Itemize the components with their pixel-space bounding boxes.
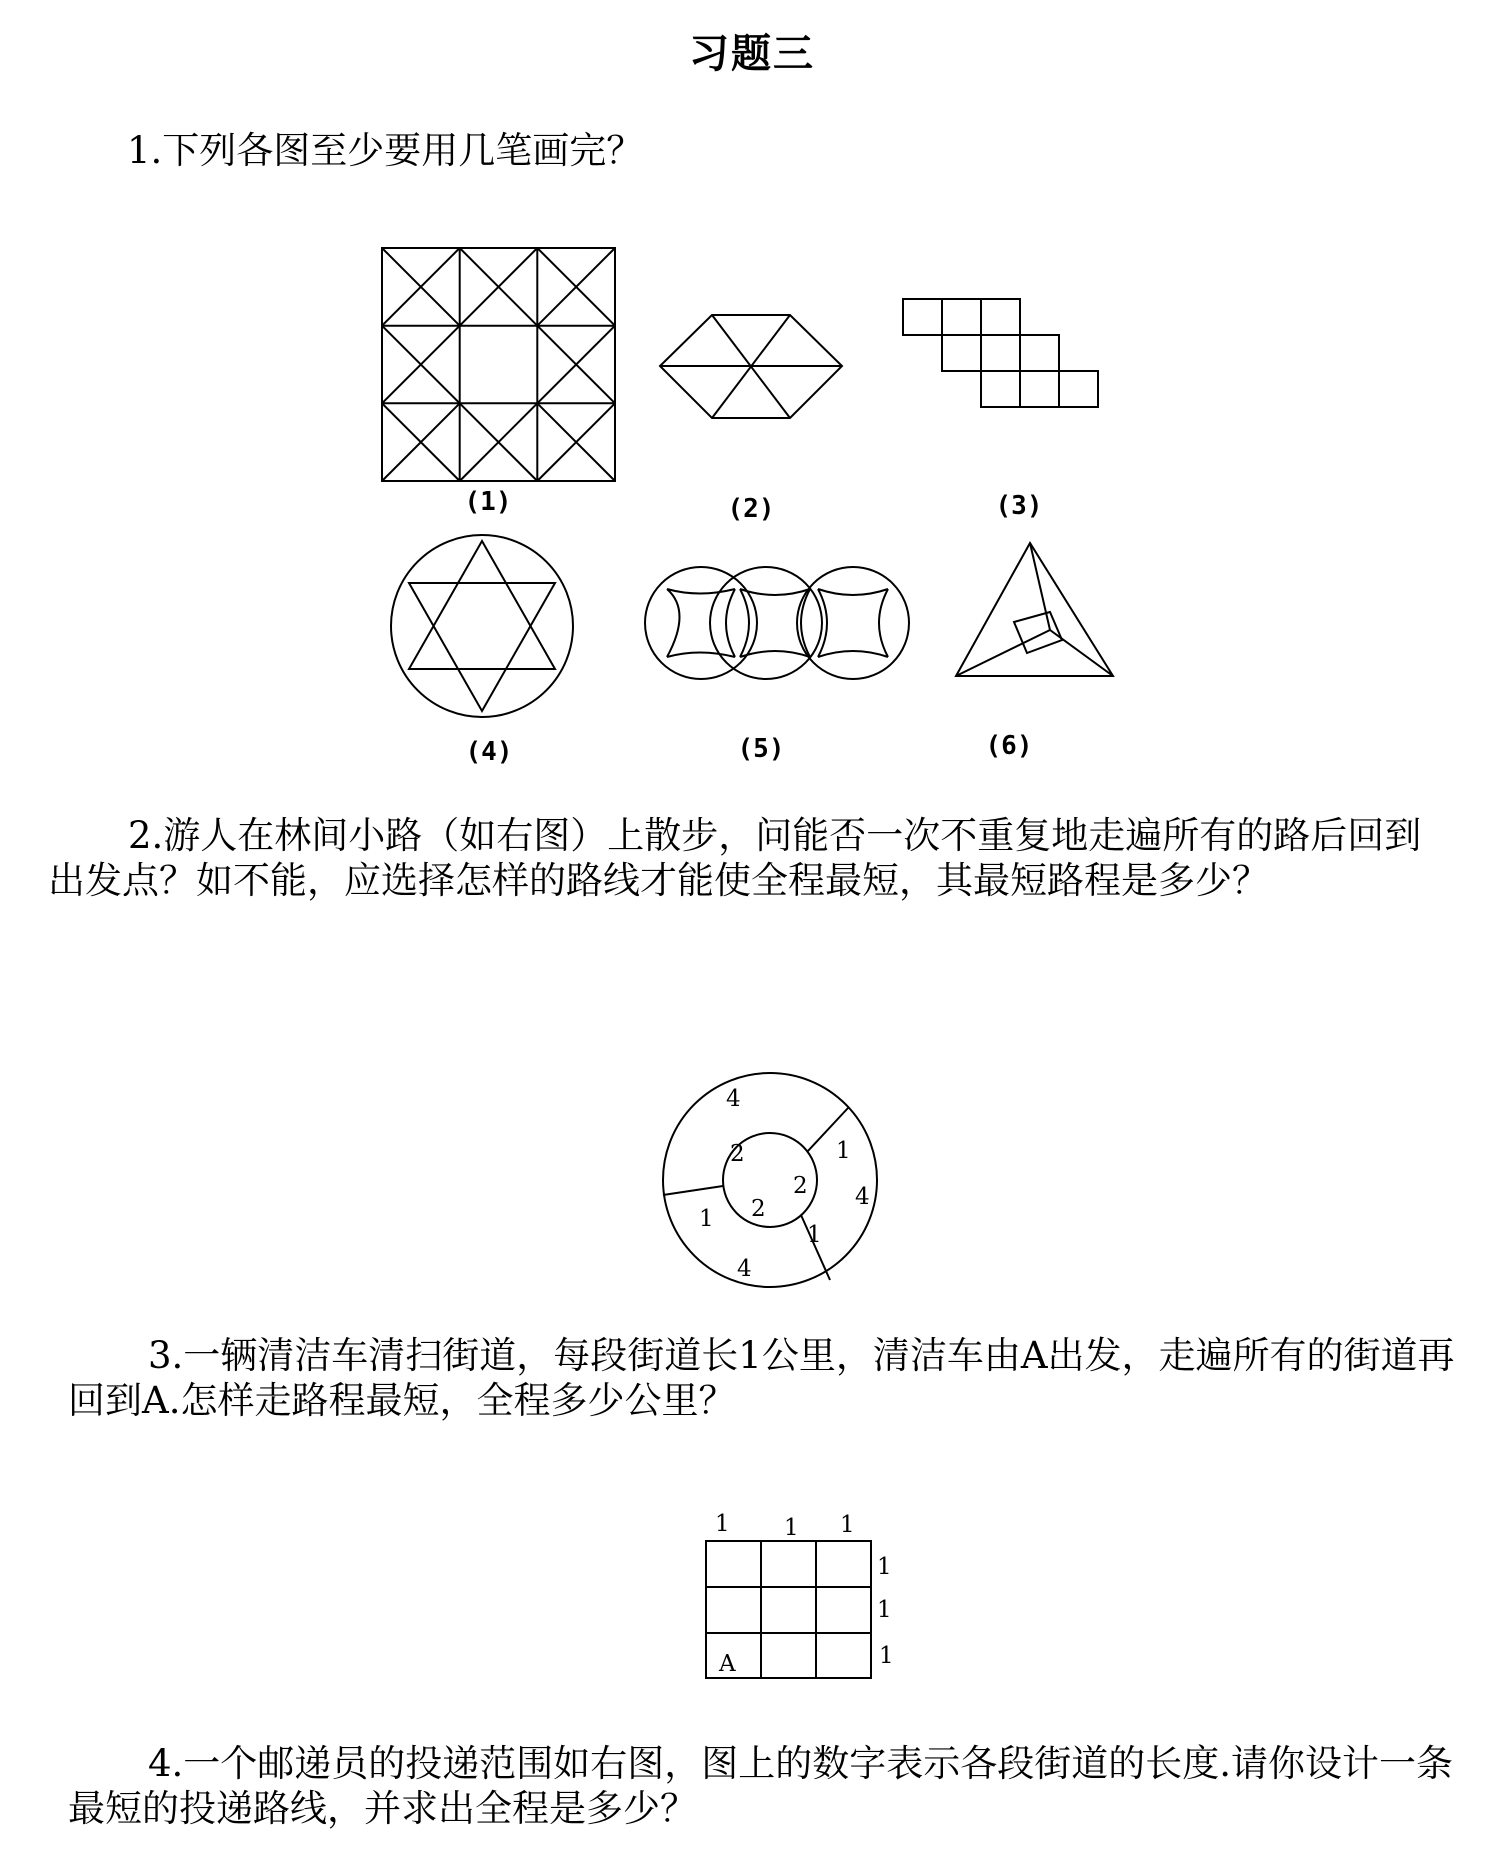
grid-top-label: 1 (840, 1512, 855, 1538)
page-title: 习题三 (689, 30, 815, 77)
grid-top-label: 1 (715, 1511, 730, 1537)
ring-label: 4 (726, 1086, 741, 1112)
caption-2: (2) (727, 494, 775, 524)
caption-3: (3) (995, 491, 1043, 521)
ring-label: 4 (737, 1256, 752, 1282)
grid-right-label: 1 (877, 1597, 892, 1623)
grid-right-label: 1 (877, 1554, 892, 1580)
ring-label: 2 (793, 1173, 808, 1199)
ring-label: 1 (836, 1138, 851, 1164)
caption-6: (6) (985, 731, 1033, 761)
ring-label: 2 (730, 1141, 745, 1167)
caption-5: (5) (737, 734, 785, 764)
ring-label: 2 (751, 1196, 766, 1222)
question-3: 3.一辆清洁车清扫街道，每段街道长1公里，清洁车由A出发，走遍所有的街道再回到A.怎样走路程最短，全程多少公里？ (68, 1334, 1455, 1422)
ring-label: 1 (807, 1222, 822, 1248)
question-1: 1.下列各图至少要用几笔画完？ (127, 129, 644, 172)
caption-4: (4) (465, 737, 513, 767)
grid-point-a: A (719, 1651, 736, 1677)
ring-label: 4 (855, 1184, 870, 1210)
grid-top-label: 1 (784, 1515, 799, 1541)
ring-label: 1 (699, 1206, 714, 1232)
caption-1: (1) (464, 487, 512, 517)
question-4: 4.一个邮递员的投递范围如右图，图上的数字表示各段街道的长度.请你设计一条最短的投递路线，并求出全程是多少？ (68, 1742, 1454, 1830)
grid-right-label: 1 (879, 1643, 894, 1669)
question-2: 2.游人在林间小路（如右图）上散步，问能否一次不重复地走遍所有的路后回到出发点？如不能，应选择怎样的路线才能使全程最短，其最短路程是多少？ (48, 814, 1422, 902)
